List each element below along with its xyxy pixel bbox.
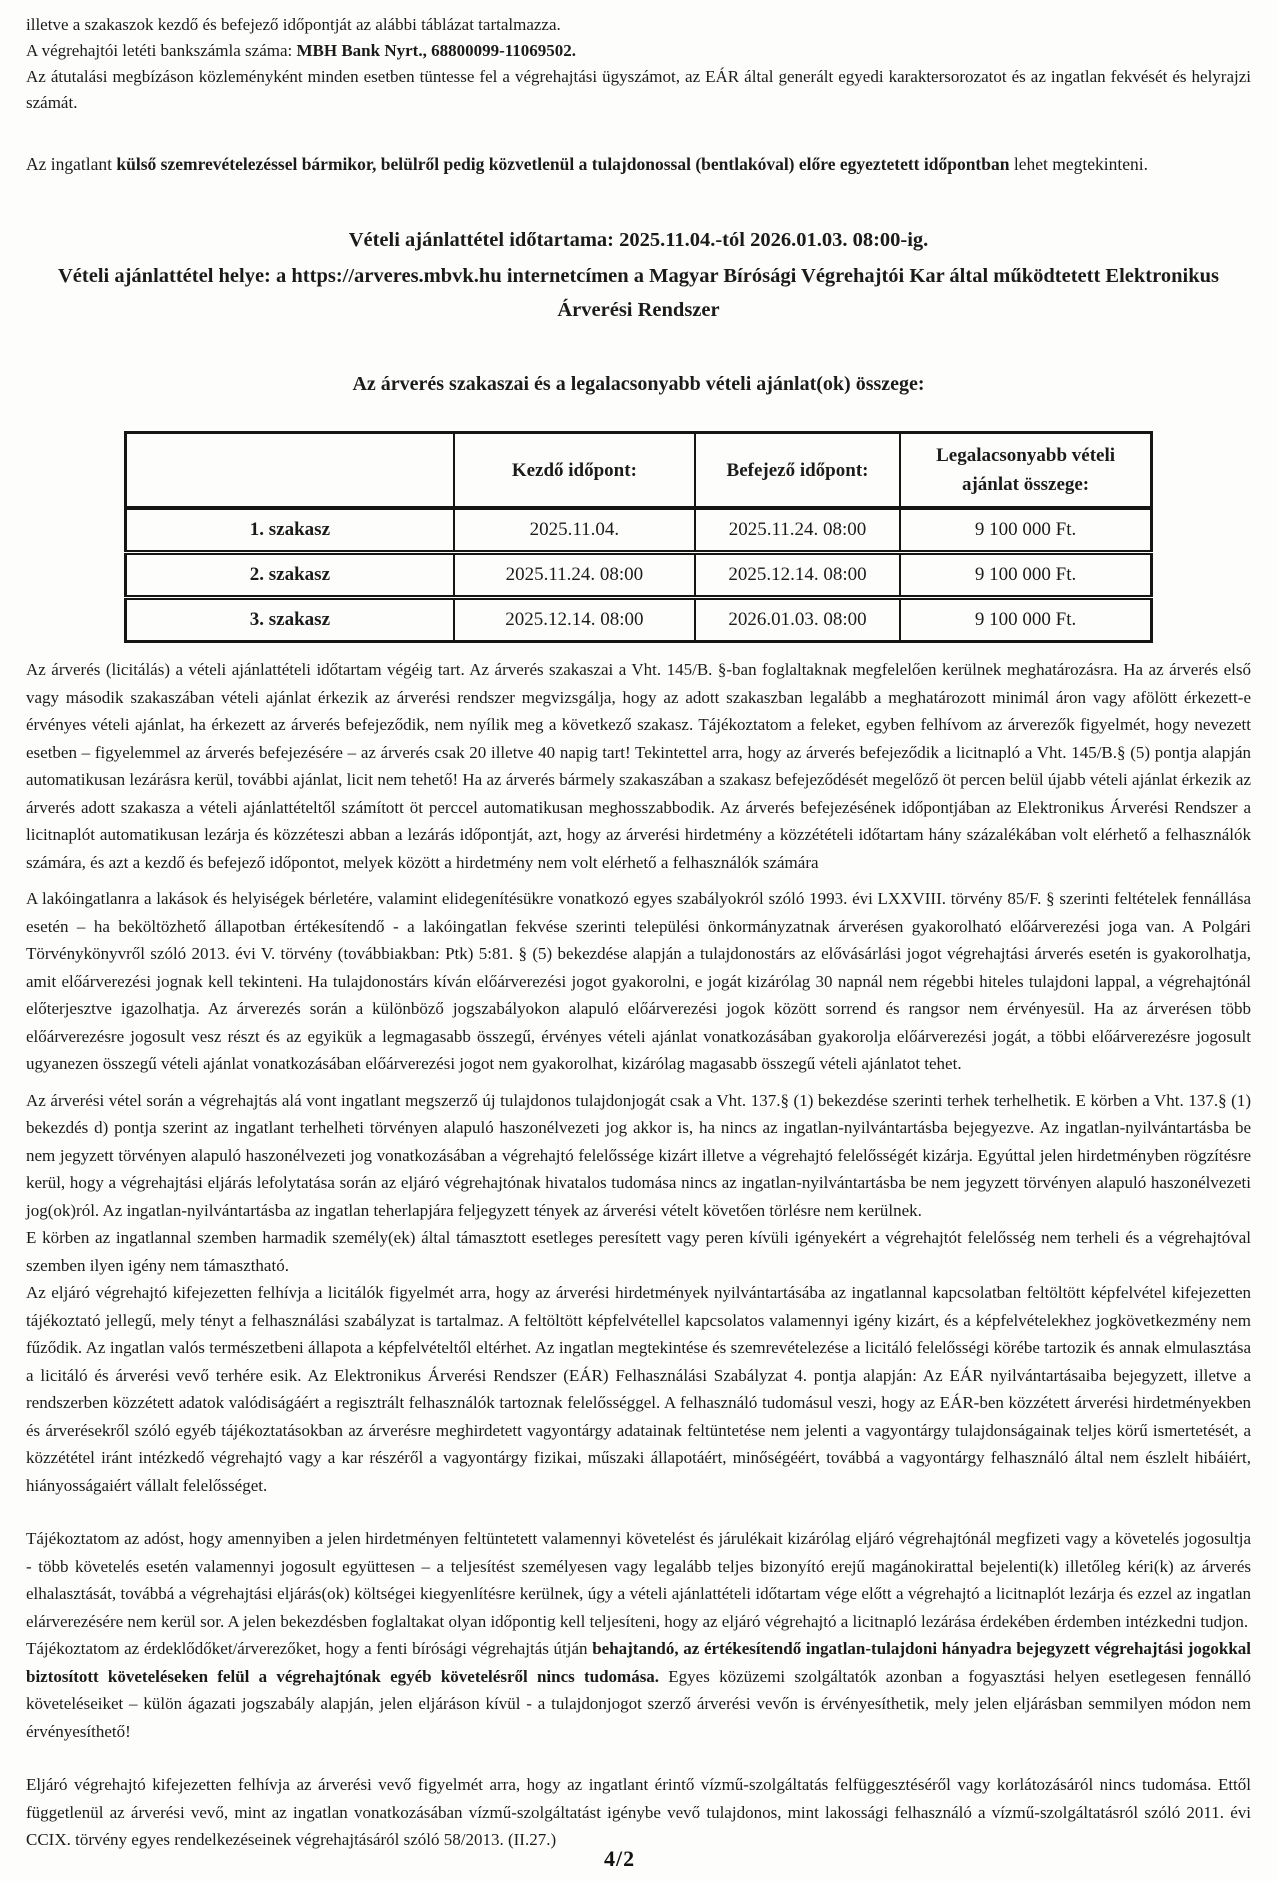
- phase-3-end: 2026.01.03. 08:00: [695, 598, 900, 642]
- paragraph-debtor-info: Tájékoztatom az adóst, hogy amennyiben a jelen hirdetményen feltüntetett valamennyi követelést és járulékait kizárólag eljáró végrehajtónál megfizeti vagy a követelés jogosultja - több követelés esetén valamennyi jogosult együttesen – a teljesítést személyesen vagy legalább teljes bizonyító erejű magánokirattal bejelenti(k) illetőleg kéri(k) az árverés elhalasztását, továbbá a végrehajtási eljárás(ok) költségei kiegyenlítésre kerülnek, úgy a vételi ajánlattételi időtartam vége előtt a végrehajtó a licitnaplót lezárja és ezzel az ingatlan elárverezésére nem kerül sor. A jelen bekezdésben foglaltakat olyan időpontig kell teljesíteni, hogy az eljáró végrehajtó a licitnapló lezárása érdekében érdemben intézkedni tudjon.: [26, 1529, 1251, 1631]
- phase-1-label: 1. szakasz: [126, 508, 454, 553]
- phase-2-min-offer: 9 100 000 Ft.: [900, 553, 1151, 598]
- phase-3-min-offer: 9 100 000 Ft.: [900, 598, 1151, 642]
- viewing-note: [26, 150, 1251, 179]
- header-start-time: Kezdő időpont:: [454, 433, 695, 509]
- phase-2-end: 2025.12.14. 08:00: [695, 553, 900, 598]
- bank-account-line: [26, 38, 1251, 64]
- viewing-note-prefix: Az ingatlant: [26, 154, 117, 174]
- auction-table-title: Az árverés szakaszai és a legalacsonyabb vételi ajánlat(ok) összege:: [352, 373, 925, 395]
- viewing-note-suffix: lehet megtekinteni.: [1009, 154, 1148, 174]
- paragraph-auction-process: Az árverés (licitálás) a vételi ajánlattételi időtartam végéig tart. Az árverés szakaszai a Vht. 145/B. §-ban foglaltaknak megfelelően kerülnek meghatározásra. Ha az árverés első vagy második szakaszában vételi ajánlat érkezik az árverési rendszer megvizsgálja, hogy az adott szakaszban legalább a meghatározott minimál áron vagy afölött érkezett-e érvényes vételi ajánlat, ha érkezett az árverés befejeződik, nem nyílik meg a következő szakasz. Tájékoztatom a feleket, egyben felhívom az árverezők figyelmét, hogy nevezett esetben – figyelemmel az árverés befejezésére – az árverés csak 20 illetve 40 napig tart! Tekintettel arra, hogy az árverés befejeződik a licitnapló a Vht. 145/B.§ (5) pontja alapján automatikusan lezárásra kerül, további ajánlat, licit nem tehető! Ha az árverés bármely szakaszában a szakasz befejeződését megelőző öt percen belül újabb vételi ajánlat érkezik az árverés adott szakasza a vételi ajánlattételtől számított öt perccel automatikusan meghosszabbodik. Az árverés befejezésének időpontjában az Elektronikus Árverési Rendszer a licitnaplót automatikusan lezárja és közzéteszi abban a lezárás időpontját, azt, hogy az árverési hirdetmény a közzétételi időtartam hány százalékában volt elérhető a felhasználók számára, és azt a kezdő és befejező időpontot, melyek között a hirdetmény nem volt elérhető a felhasználók számára: [26, 660, 1251, 872]
- offer-place-heading: Vételi ajánlattétel helye: a https://arveres.mbvk.hu internetcímen a Magyar Bírósági Végrehajtói Kar által működtetett Elektronikus Árverési Rendszer: [58, 265, 1219, 321]
- creditor-info-bold: behajtandó, az értékesítendő ingatlan-tulajdoni hányadra bejegyzett végrehajtási jogokkal biztosított követeléseken felül a végrehajtónak egyéb követelésről nincs tudomása.: [26, 1639, 1251, 1686]
- paragraph-encumbrances: Az árverési vétel során a végrehajtás alá vont ingatlant megszerző új tulajdonos tulajdonjogát csak a Vht. 137.§ (1) bekezdése szerinti terhek terhelhetik. E körben a Vht. 137.§ (1) bekezdés d) pontja szerint az ingatlant terhelheti törvényen alapuló haszonélvezeti jog akkor is, ha nincs az ingatlan-nyilvántartásba bejegyezve. Az ingatlan-nyilvántartásba be nem jegyzett törvényen alapuló haszonélvezeti jog vonatkozásában a végrehajtó felelőssége kizárt illetve a végrehajtó felelősségét kizárja. Egyúttal jelen hirdetményben rögzítésre kerül, hogy a végrehajtási eljárás lefolytatása során az eljáró végrehajtónak hivatalos tudomása nincs az ingatlan-nyilvántartásba be nem jegyzett törvényen alapuló haszonélvezeti jog(ok)ról. Az ingatlan-nyilvántartásba az ingatlan teherlapjára feljegyzett tények az árverési vételt követően törlésre nem kerülnek.: [26, 1090, 1251, 1220]
- phase-2-start: 2025.11.24. 08:00: [454, 553, 695, 598]
- bank-account-value: MBH Bank Nyrt., 68800099-11069502.: [296, 41, 577, 60]
- phase-1-end: 2025.11.24. 08:00: [695, 508, 900, 553]
- table-row: [126, 598, 1152, 642]
- paragraph-third-party-claims: E körben az ingatlannal szemben harmadik személy(ek) által támasztott esetleges peresített vagy peren kívüli igényekért a végrehajtót felelősség nem terheli és a végrehajtóval szemben ilyen igény nem támasztható.: [26, 1228, 1251, 1275]
- page-number: 4/2: [604, 1846, 636, 1871]
- phase-2-label: 2. szakasz: [126, 553, 454, 598]
- paragraph-water-utility: Eljáró végrehajtó kifejezetten felhívja az árverési vevő figyelmét arra, hogy az ingatlant érintő vízmű-szolgáltatás felfüggesztéséről vagy korlátozásáról nincs tudomása. Ettől függetlenül az árverési vevő, mint az ingatlan vonatkozásában vízmű-szolgáltatást igénybe vevő tulajdonos, mint lakossági felhasználó a vízmű-szolgáltatásról szóló 2011. évi CCIX. törvény egyes rendelkezéseinek végrehajtásáról szóló 58/2013. (II.27.): [26, 1775, 1251, 1849]
- header-phase: [126, 433, 454, 509]
- viewing-note-bold: külső szemrevételezéssel bármikor, belülről pedig közvetlenül a tulajdonossal (bentlakóval) előre egyeztetett időpontban: [116, 154, 1010, 174]
- auction-phases-table: [124, 431, 1153, 643]
- transfer-note: Az átutalási megbízáson közleményként minden esetben tüntesse fel a végrehajtási ügyszámot, az EÁR által generált egyedi karaktersorozatot és az ingatlan fekvését és helyrajzi számát.: [26, 67, 1251, 112]
- phase-3-start: 2025.12.14. 08:00: [454, 598, 695, 642]
- offer-period-heading: Vételi ajánlattétel időtartama: 2025.11.04.-tól 2026.01.03. 08:00-ig.: [348, 229, 929, 251]
- paragraph-creditor-info: [26, 1635, 1251, 1745]
- paragraph-photos-disclaimer: Az eljáró végrehajtó kifejezetten felhívja a licitálók figyelmét arra, hogy az árverési hirdetmények nyilvántartásába az ingatlannal kapcsolatban feltöltött képfelvétel kifejezetten tájékoztató jellegű, mely tényt a felhasználási szabályzat is tartalmaz. A feltöltött képfelvétellel kapcsolatos valamennyi igény kizárt, és a képfelvételekhez jogkövetkezmény nem fűződik. Az ingatlan valós természetbeni állapota a képfelvételtől eltérhet. Az ingatlan megtekintése és szemrevételezése a licitáló felelősségi körébe tartozik és annak elmulasztása a licitáló és árverési vevő terhére esik. Az Elektronikus Árverési Rendszer (EÁR) Felhasználási Szabályzat 4. pontja alapján: Az EÁR nyilvántartásaiba bejegyzett, illetve a rendszerben közzétett adatok valódiságáért a regisztrált felhasználók tartoznak felelősséggel. A felhasználó tudomásul veszi, hogy az EÁR-ben közzétett árverési hirdetményekben és árverésekről szóló egyéb tájékoztatásokban az árverésre meghirdetett vagyontárgy adatainak feltüntetése nem jelenti a vagyontárgy tulajdonságainak teljes körű ismertetését, a közzététel iránt intézkedő végrehajtó vagy a kar részéről a vagyontárgy fizikai, műszaki állapotáért, minőségéért, továbbá a vagyontárgy felhasználó által nem észlelt hibáiért, hiányosságaiért vállalt felelősséget.: [26, 1283, 1251, 1495]
- phase-1-min-offer: 9 100 000 Ft.: [900, 508, 1151, 553]
- header-end-time: Befejező időpont:: [695, 433, 900, 509]
- phase-1-start: 2025.11.04.: [454, 508, 695, 553]
- table-row: [126, 553, 1152, 598]
- phase-3-label: 3. szakasz: [126, 598, 454, 642]
- intro-line: illetve a szakaszok kezdő és befejező időpontját az alábbi táblázat tartalmazza.: [26, 15, 561, 34]
- table-header-row: [126, 433, 1152, 509]
- table-row: [126, 508, 1152, 553]
- creditor-info-prefix: Tájékoztatom az érdeklődőket/árverezőket, hogy a fenti bírósági végrehajtás útján: [26, 1639, 593, 1658]
- creditor-info-suffix: Egyes közüzemi szolgáltatók azonban a fogyasztási helyen esetlegesen fennálló követeléseiket – külön ágazati jogszabály alapján, jelen eljáráson kívül - a tulajdonjogot szerző árverési vevőn is érvényesíthetik, mely jelen eljárásban semmilyen módon nem érvényesíthető!: [26, 1666, 1251, 1741]
- header-min-offer: Legalacsonyabb vételi ajánlat összege:: [900, 433, 1151, 509]
- bank-account-label: A végrehajtói letéti bankszámla száma:: [26, 41, 297, 60]
- paragraph-preemption-rights: A lakóingatlanra a lakások és helyiségek bérletére, valamint elidegenítésükre vonatkozó egyes szabályokról szóló 1993. évi LXXVIII. törvény 85/F. § szerinti feltételek fennállása esetén – ha beköltözhető állapotban értékesítendő - a lakóingatlan fekvése szerinti települési önkormányzatnak árverésen gyakorolható előárverezési joga van. A Polgári Törvénykönyvről szóló 2013. évi V. törvény (továbbiakban: Ptk) 5:81. § (5) bekezdése alapján a tulajdonostárs az elővásárlási jogot végrehajtási árverés esetén is gyakorolhatja, amit előárverezési jognak kell tekinteni. Ha tulajdonostárs kíván előárverezési jogot gyakorolni, e jogát kizárólag 30 napnál nem régebbi hiteles tulajdoni lappal, a végrehajtónál előterjesztve igazolhatja. Az árverezés során a különböző jogszabályokon alapuló előárverezési jogok között sorrend és rangsor nem érvényesül. Ha az árverésen több előárverezésre jogosult vesz részt és az egyikük a legmagasabb összegű, érvényes vételi ajánlat vonatkozásában gyakorolja előárverezési jogát, a többi előárverezésre jogosult ugyanezen összegű vételi ajánlat vonatkozásában előárverezési jogot nem gyakorolhat, kizárólag magasabb összegű vételi ajánlatot tehet.: [26, 889, 1251, 1073]
